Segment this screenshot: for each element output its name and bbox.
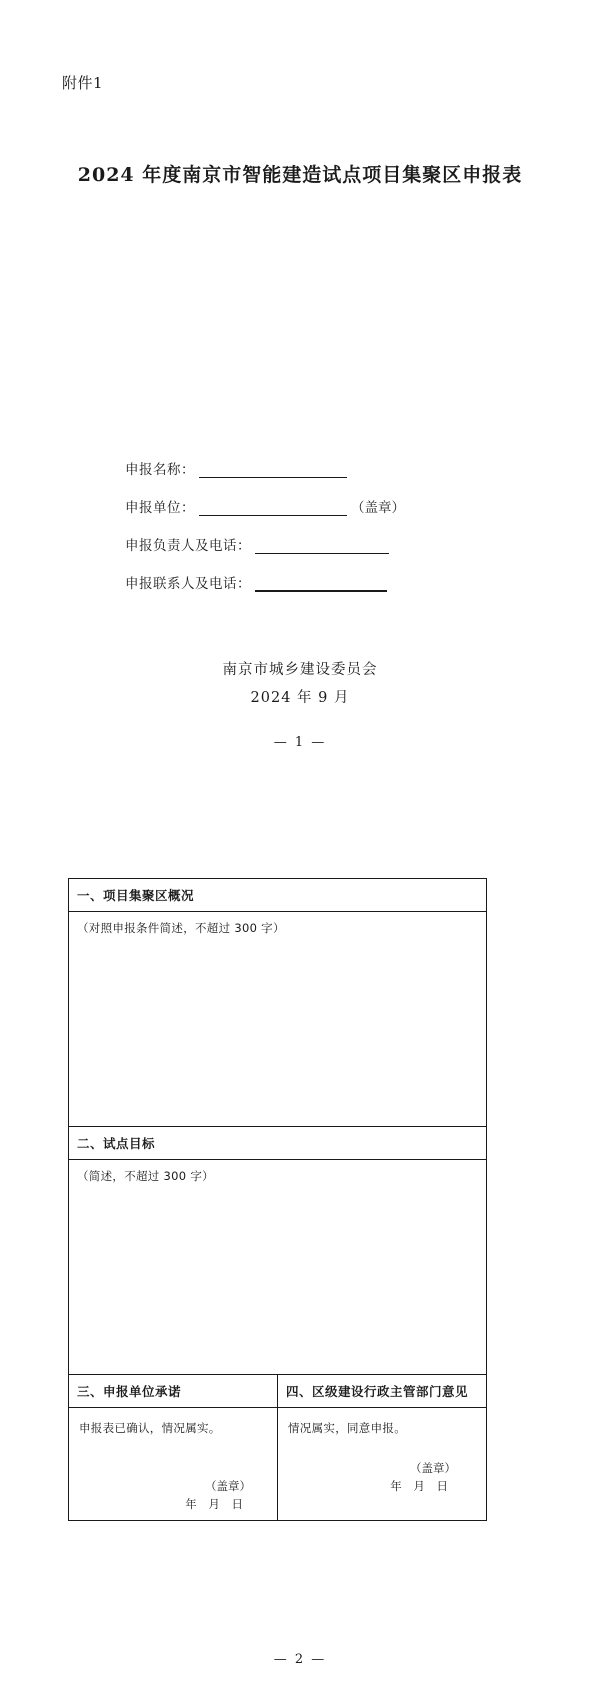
commitment-text: 申报表已确认，情况属实。 xyxy=(79,1421,221,1435)
field-label-responsible-person: 申报负责人及电话： xyxy=(125,538,251,554)
section-body-goals[interactable]: （简述，不超过 300 字） xyxy=(69,1160,487,1375)
page-title: 2024 年度南京市智能建造试点项目集聚区申报表 xyxy=(77,164,523,186)
document-page-1 xyxy=(0,0,600,848)
section-header-overview: 一、项目集聚区概况 xyxy=(69,879,487,912)
commitment-date-line[interactable]: 年 月 日 xyxy=(185,1497,247,1511)
issue-date: 2024 年 9 月 xyxy=(250,690,350,706)
section-header-goals: 二、试点目标 xyxy=(69,1127,487,1160)
table-row xyxy=(69,1160,487,1375)
district-opinion-date-line[interactable]: 年 月 日 xyxy=(390,1479,453,1493)
field-row-application-name xyxy=(125,458,405,478)
table-row xyxy=(69,1408,487,1521)
page-number-1: — 1 — xyxy=(273,735,327,750)
attachment-label: 附件1 xyxy=(62,74,104,92)
table-row xyxy=(69,912,487,1127)
section-body-overview[interactable]: （对照申报条件简述，不超过 300 字） xyxy=(69,912,487,1127)
cover-fields xyxy=(125,458,405,610)
field-blank-applicant-unit[interactable] xyxy=(199,500,347,516)
field-blank-responsible-person[interactable] xyxy=(255,538,389,554)
field-row-applicant-unit xyxy=(125,496,405,516)
section-header-commitment: 三、申报单位承诺 xyxy=(69,1375,278,1408)
section-body-district-opinion[interactable] xyxy=(278,1408,487,1521)
field-blank-application-name[interactable] xyxy=(199,462,347,478)
field-row-contact-person xyxy=(125,572,405,592)
field-row-responsible-person xyxy=(125,534,405,554)
section-header-district-opinion: 四、区级建设行政主管部门意见 xyxy=(278,1375,487,1408)
application-form-table xyxy=(68,878,487,1521)
commitment-seal-label: （盖章） xyxy=(205,1479,251,1493)
table-row xyxy=(69,1375,487,1408)
document-page-2 xyxy=(0,848,600,1697)
page-number-2: — 2 — xyxy=(273,1652,327,1667)
field-label-contact-person: 申报联系人及电话： xyxy=(125,576,251,592)
field-suffix-applicant-unit: （盖章） xyxy=(351,500,405,516)
table-row xyxy=(69,879,487,912)
section-body-commitment[interactable] xyxy=(69,1408,278,1521)
issuing-authority: 南京市城乡建设委员会 xyxy=(222,662,378,678)
field-label-applicant-unit: 申报单位： xyxy=(125,500,195,516)
field-blank-contact-person[interactable] xyxy=(255,575,387,592)
district-opinion-seal-label: （盖章） xyxy=(410,1461,457,1475)
field-label-application-name: 申报名称： xyxy=(125,462,195,478)
table-row xyxy=(69,1127,487,1160)
district-opinion-text: 情况属实，同意申报。 xyxy=(288,1421,406,1435)
